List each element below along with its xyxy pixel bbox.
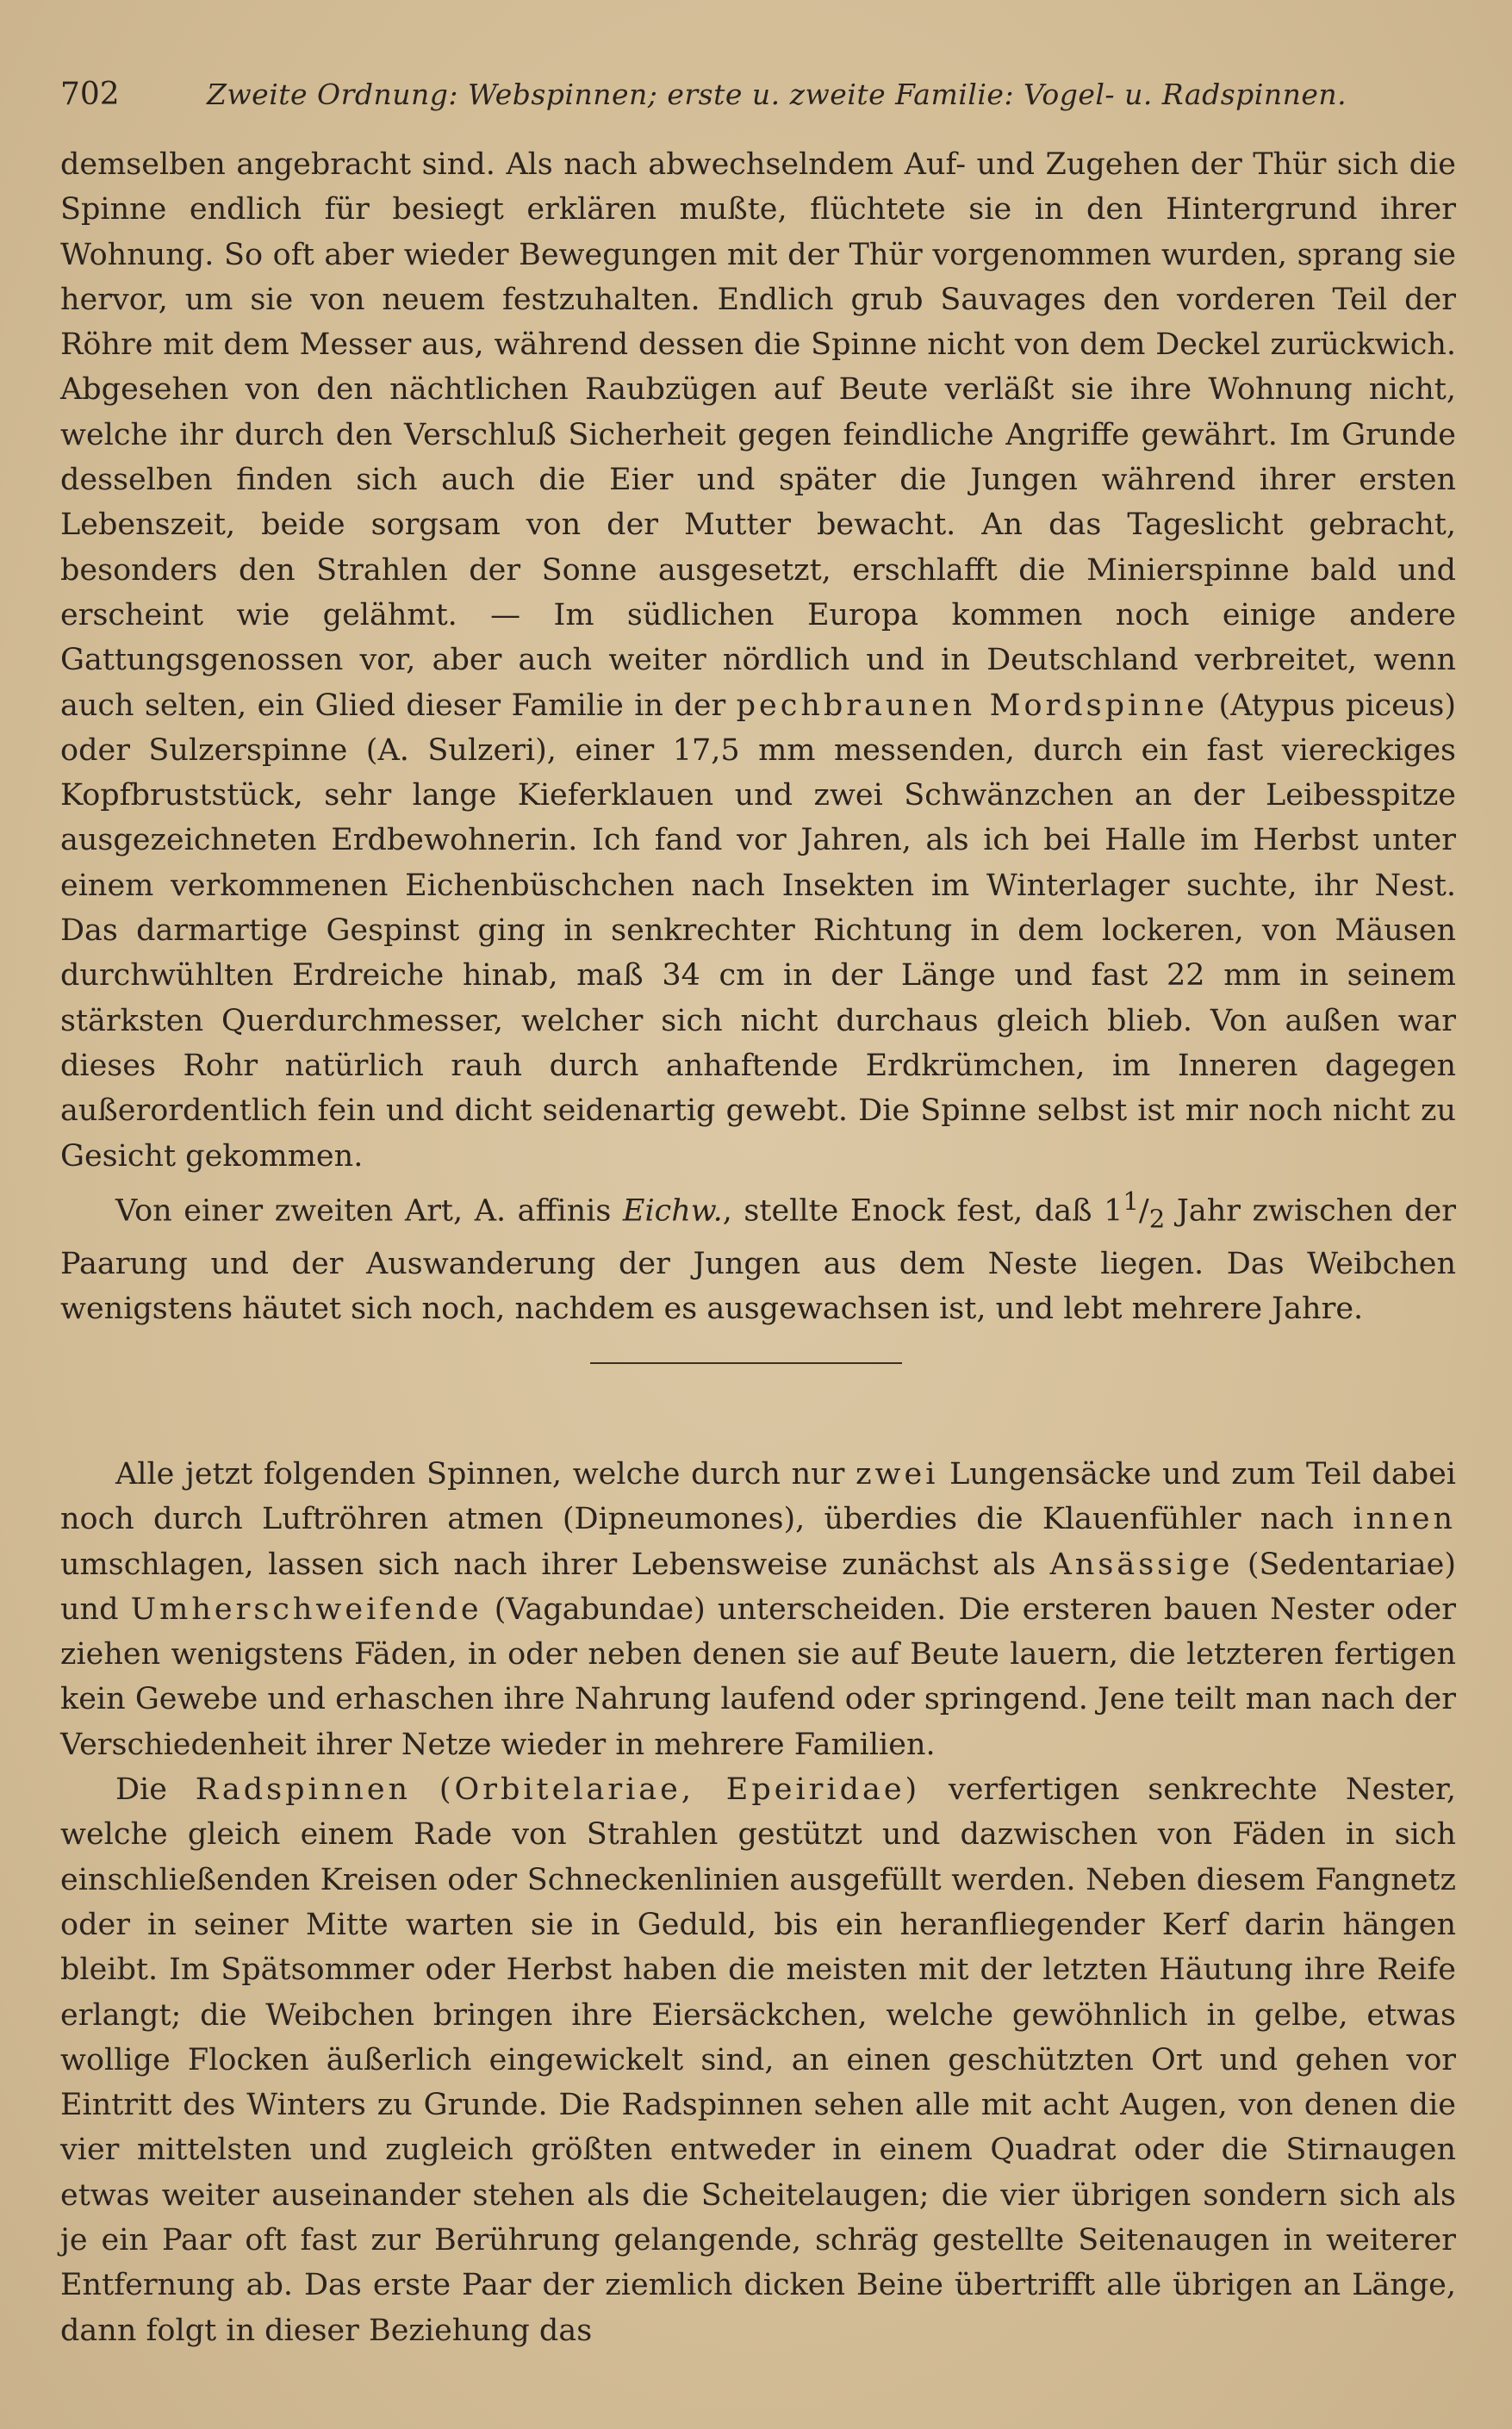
fraction-slash: / [1138,1193,1149,1229]
text-run: Alle jetzt folgenden Spinnen, welche durch nur [115,1457,845,1492]
paragraph [60,1179,1456,1332]
text-run: Von einer zweiten Art, A. affinis [115,1193,612,1229]
text-run: verfertigen senkrechte Nester, welche gleich einem Rade von Strahlen gestützt und dazwischen von Fäden in sich einschließenden Kreisen oder Schneckenlinien ausgefüllt werden. Neben diesem Fangnetz oder in seiner Mitte warten sie in Geduld, bis ein heranfliegender Kerf darin hängen bleibt. Im Spätsommer oder Herbst haben die meisten mit der letzten Häutung ihre Reife erlangt; die Weibchen bringen ihre Eiersäckchen, welche gewöhnlich in gelbe, etwas wollige Flocken äußerlich eingewickelt sind, an einen geschützten Ort und gehen vor Eintritt des Winters zu Grunde. Die Radspinnen sehen alle mit acht Augen, von denen die vier mittelsten und zugleich größten entweder in einem Quadrat oder die Stirnaugen etwas weiter auseinander stehen als die Scheitelaugen; die vier übrigen sondern sich als je ein Paar oft fast zur Berührung gelangende, schräg gestellte Seitenaugen in weiterer Entfernung ab. Das erste Paar der ziemlich dicken Beine übertrifft alle übrigen an Länge, dann folgt in dieser Beziehung das [60,1772,1456,2348]
spaced-term: Ansässige [1049,1547,1234,1582]
running-title: Zweite Ordnung: Webspinnen; erste u. zweite Familie: Vogel- u. Radspinnen. [207,78,1347,111]
text-run: (Atypus piceus) oder Sulzerspinne (A. Sulzeri), einer 17,5 mm messenden, durch ein fast viereckiges Kopfbruststück, sehr lange Kieferklauen und zwei Schwänzchen an der Leibesspitze ausgezeichneten Erdbewohnerin. Ich fand vor Jahren, als ich bei Halle im Herbst unter einem verkommenen Eichenbüschchen nach Insekten im Winterlager suchte, ihr Nest. Das darmartige Gespinst ging in senkrechter Richtung in dem lockeren, von Mäusen durchwühlten Erdreiche hinab, maß 34 cm in der Länge und fast 22 mm in seinem stärksten Querdurchmesser, welcher sich nicht durchaus gleich blieb. Von außen war dieses Rohr natürlich rauh durch anhaftende Erdkrümchen, im Inneren dagegen außerordentlich fein und dicht seidenartig gewebt. Die Spinne selbst ist mir noch nicht zu Gesicht gekommen. [60,688,1456,1174]
text-run: , stellte Enock fest, daß 1 [722,1193,1123,1229]
author-abbreviation: Eichw. [622,1193,723,1229]
page-number: 702 [60,77,120,112]
spaced-term: Radspinnen [195,1772,412,1808]
spaced-term: Umherschweifende [130,1591,482,1627]
text-block-upper [60,142,1456,1331]
page-header [60,69,1456,121]
spaced-term: zwei [856,1457,939,1492]
fraction-denominator: 2 [1148,1204,1166,1234]
paragraph [60,1452,1456,1767]
section-divider [590,1362,902,1364]
text-block-lower [60,1452,1456,2353]
text-run: Jahr zwischen der Paarung und der Auswanderung der Jungen aus dem Neste liegen. Das Weibchen wenigstens häutet sich noch, nachdem es ausgewachsen ist, und lebt mehrere Jahre. [60,1193,1456,1327]
text-run: Die [115,1772,167,1808]
text-run: (Sedentariae) und [60,1547,1456,1627]
text-run: Lungensäcke und zum Teil dabei noch durch Luftröhren atmen (Dipneumones), überdies die Klauenfühler nach [60,1457,1456,1537]
spaced-term: (Orbitelariae, Epeiridae) [439,1772,921,1808]
text-run: demselben angebracht sind. Als nach abwechselndem Auf- und Zugehen der Thür sich die Spinne endlich für besiegt erklären mußte, flüchtete sie in den Hintergrund ihrer Wohnung. So oft aber wieder Bewegungen mit der Thür vorgenommen wurden, sprang sie hervor, um sie von neuem festzuhalten. Endlich grub Sauvages den vorderen Teil der Röhre mit dem Messer aus, während dessen die Spinne nicht von dem Deckel zurückwich. Abgesehen von den nächtlichen Raubzügen auf Beute verläßt sie ihre Wohnung nicht, welche ihr durch den Verschluß Sicherheit gegen feindliche Angriffe gewährt. Im Grunde desselben finden sich auch die Eier und später die Jungen während ihrer ersten Lebenszeit, beide sorgsam von der Mutter bewacht. An das Tageslicht gebracht, besonders den Strahlen der Sonne ausgesetzt, erschlafft die Minierspinne bald und erscheint wie gelähmt. — Im südlichen Europa kommen noch einige andere Gattungsgenossen vor, aber auch weiter nördlich und in Deutschland verbreitet, wenn auch selten, ein Glied dieser Familie in der [60,147,1456,723]
paragraph [60,1767,1456,2353]
text-run: umschlagen, lassen sich nach ihrer Lebensweise zunächst als [60,1547,1036,1582]
paragraph-continued [60,142,1456,1179]
spaced-term: innen [1353,1502,1456,1537]
fraction-numerator: 1 [1123,1186,1139,1216]
text-run: (Vagabundae) unterscheiden. Die ersteren bauen Nester oder ziehen wenigstens Fäden, in oder neben denen sie auf Beute lauern, die letzteren fertigen kein Gewebe und erhaschen ihre Nahrung laufend oder springend. Jene teilt man nach der Verschiedenheit ihrer Netze wieder in mehrere Familien. [60,1591,1456,1762]
spaced-term: pechbraunen Mordspinne [736,688,1209,723]
